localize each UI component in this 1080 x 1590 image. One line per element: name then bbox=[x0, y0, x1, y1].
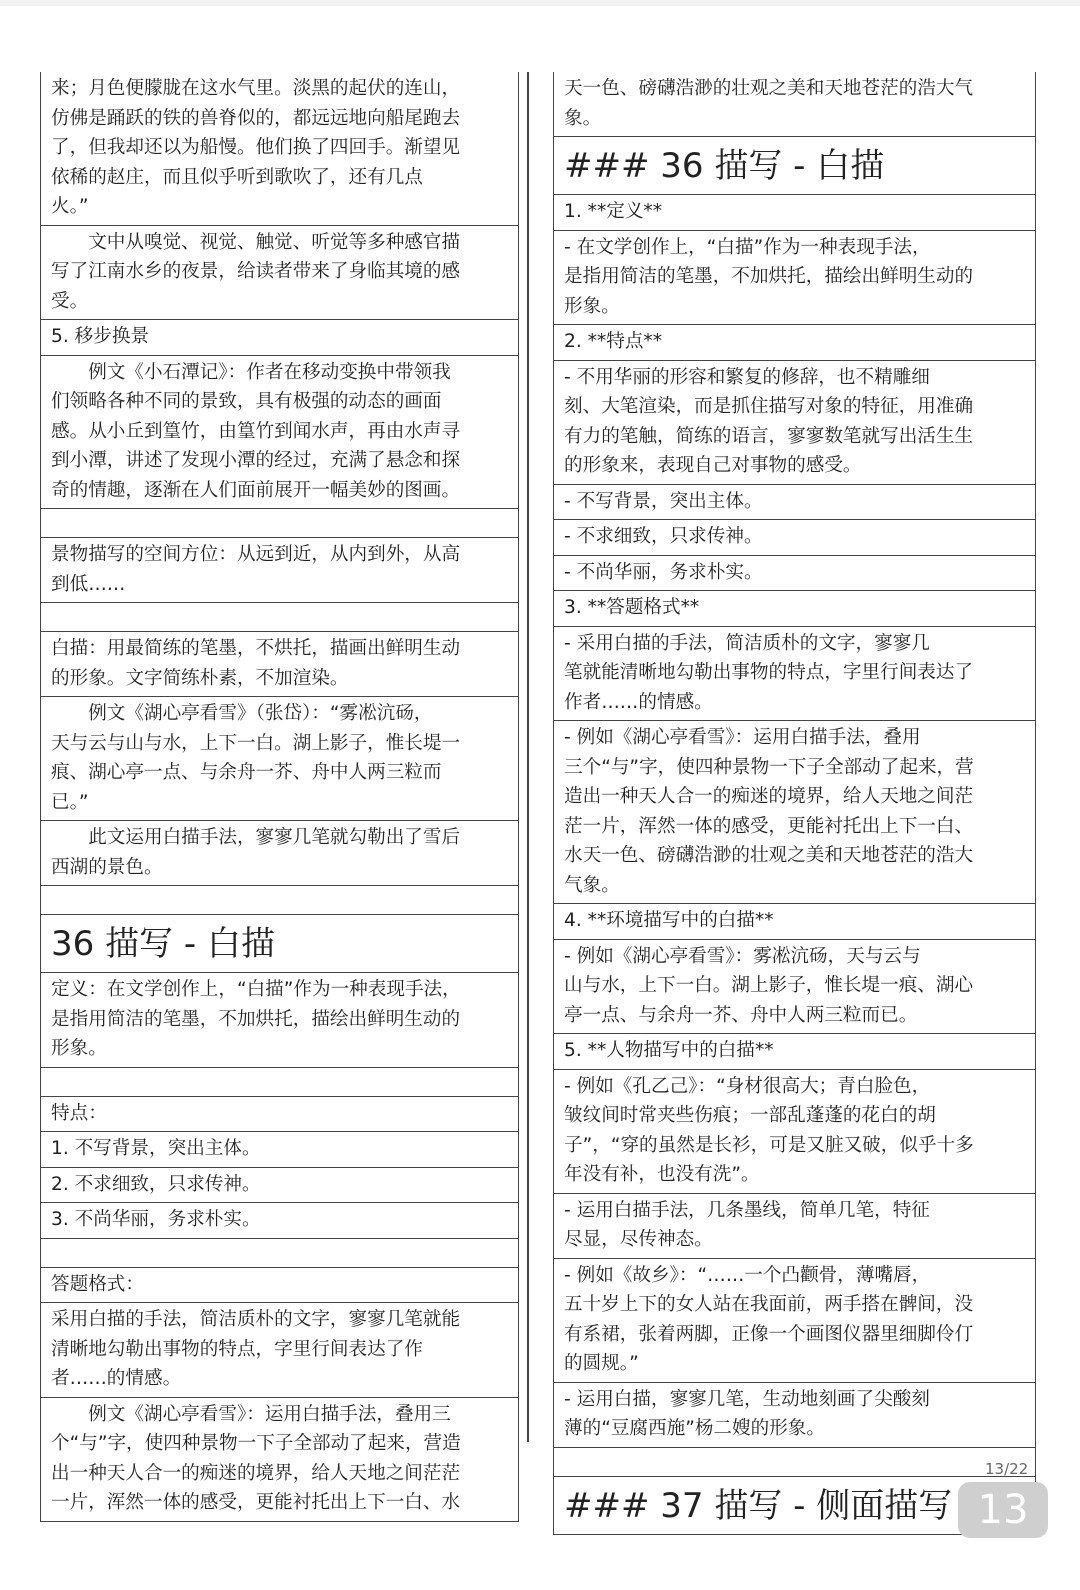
table-row: 1. 不写背景，突出主体。 bbox=[41, 1132, 518, 1168]
left-column bbox=[40, 72, 519, 1522]
table-row: 特点： bbox=[41, 1097, 518, 1133]
empty-table-row bbox=[41, 1239, 518, 1268]
table-row: - 运用白描手法，几条墨线，简单几笔，特征 尽显，尽传神态。 bbox=[554, 1194, 1035, 1259]
table-row: 天一色、磅礴浩渺的壮观之美和天地苍茫的浩大气 象。 bbox=[554, 72, 1035, 137]
table-row: - 例如《故乡》：“……一个凸颧骨，薄嘴唇， 五十岁上下的女人站在我面前，两手搭在髀间，没 有系裙，张着两脚，正像一个画图仪器里细脚伶仃 的圆规。” bbox=[554, 1259, 1035, 1383]
table-row: 例文《湖心亭看雪》（张岱）：“雾凇沆砀， 天与云与山与水，上下一白。湖上影子，惟长堤一 痕、湖心亭一点、与余舟一芥、舟中人两三粒而 已。” bbox=[41, 697, 518, 821]
page-number-badge[interactable]: 13 bbox=[958, 1482, 1048, 1538]
table-row: 1. **定义** bbox=[554, 195, 1035, 231]
right-column bbox=[553, 72, 1036, 1535]
column-divider bbox=[527, 72, 529, 1442]
top-edge bbox=[0, 0, 1080, 6]
table-row: 文中从嗅觉、视觉、触觉、听觉等多种感官描 写了江南水乡的夜景，给读者带来了身临其境的感 受。 bbox=[41, 226, 518, 321]
table-row: 2. 不求细致，只求传神。 bbox=[41, 1168, 518, 1204]
table-row: - 例如《湖心亭看雪》：雾凇沆砀，天与云与 山与水，上下一白。湖上影子，惟长堤一痕、湖心 亭一点、与余舟一芥、舟中人两三粒而已。 bbox=[554, 940, 1035, 1035]
table-row: - 不尚华丽，务求朴实。 bbox=[554, 556, 1035, 592]
table-row: - 采用白描的手法，简洁质朴的文字，寥寥几 笔就能清晰地勾勒出事物的特点，字里行间表达了 作者……的情感。 bbox=[554, 627, 1035, 722]
table-row: 景物描写的空间方位：从远到近，从内到外，从高 到低…… bbox=[41, 538, 518, 603]
section-heading: ### 36 描写 - 白描 bbox=[554, 137, 1035, 195]
table-row: 采用白描的手法，简洁质朴的文字，寥寥几笔就能 清晰地勾勒出事物的特点，字里行间表达了作 者……的情感。 bbox=[41, 1303, 518, 1398]
table-row: 定义：在文学创作上，“白描”作为一种表现手法， 是指用简洁的笔墨，不加烘托，描绘出鲜明生动的 形象。 bbox=[41, 973, 518, 1068]
empty-table-row bbox=[554, 1448, 1035, 1477]
table-row: - 例如《孔乙己》：“身材很高大；青白脸色， 皱纹间时常夹些伤痕；一部乱蓬蓬的花白的胡 子”，“穿的虽然是长衫，可是又脏又破，似乎十多 年没有补，也没有洗”。 bbox=[554, 1070, 1035, 1194]
table-row: 例文《小石潭记》：作者在移动变换中带领我 们领略各种不同的景致，具有极强的动态的画面 感。从小丘到篁竹，由篁竹到闻水声，再由水声寻 到小潭，讲述了发现小潭的经过，充满了悬念和探 奇的情趣，逐渐在人们面前展开一幅美妙的图画。 bbox=[41, 356, 518, 510]
empty-table-row bbox=[41, 886, 518, 915]
table-row: - 不求细致，只求传神。 bbox=[554, 520, 1035, 556]
table-row: 来；月色便朦胧在这水气里。淡黑的起伏的连山， 仿佛是踊跃的铁的兽脊似的，都远远地向船尾跑去 了，但我却还以为船慢。他们换了四回手。渐望见 依稀的赵庄，而且似乎听到歌吹了，还有几点 火。” bbox=[41, 72, 518, 226]
section-heading: 36 描写 - 白描 bbox=[41, 915, 518, 973]
table-row: 2. **特点** bbox=[554, 325, 1035, 361]
table-row: 答题格式： bbox=[41, 1268, 518, 1304]
section-heading: ### 37 描写 - 侧面描写 bbox=[554, 1477, 1035, 1535]
table-row: 白描：用最简练的笔墨，不烘托，描画出鲜明生动 的形象。文字简练朴素，不加渲染。 bbox=[41, 632, 518, 697]
table-row: 此文运用白描手法，寥寥几笔就勾勒出了雪后 西湖的景色。 bbox=[41, 821, 518, 886]
table-row: 5. **人物描写中的白描** bbox=[554, 1034, 1035, 1070]
table-row: 3. 不尚华丽，务求朴实。 bbox=[41, 1203, 518, 1239]
empty-table-row bbox=[41, 509, 518, 538]
empty-table-row bbox=[41, 603, 518, 632]
table-row: - 不写背景，突出主体。 bbox=[554, 485, 1035, 521]
table-row: 5. 移步换景 bbox=[41, 320, 518, 356]
page-count: 13/22 bbox=[985, 1460, 1029, 1478]
table-row: - 例如《湖心亭看雪》：运用白描手法，叠用 三个“与”字，使四种景物一下子全部动了起来，营 造出一种天人合一的痴迷的境界，给人天地之间茫 茫一片，浑然一体的感受，更能衬托出上下一白、 水天一色、磅礴浩渺的壮观之美和天地苍茫的浩大 气象。 bbox=[554, 721, 1035, 904]
table-row: 4. **环境描写中的白描** bbox=[554, 904, 1035, 940]
table-row: - 运用白描，寥寥几笔，生动地刻画了尖酸刻 薄的“豆腐西施”杨二嫂的形象。 bbox=[554, 1383, 1035, 1448]
table-row: 3. **答题格式** bbox=[554, 591, 1035, 627]
empty-table-row bbox=[41, 1068, 518, 1097]
table-row: - 不用华丽的形容和繁复的修辞，也不精雕细 刻、大笔渲染，而是抓住描写对象的特征，用准确 有力的笔触，简练的语言，寥寥数笔就写出活生生 的形象来，表现自己对事物的感受。 bbox=[554, 361, 1035, 485]
table-row: - 在文学创作上，“白描”作为一种表现手法， 是指用简洁的笔墨，不加烘托，描绘出鲜明生动的 形象。 bbox=[554, 231, 1035, 326]
table-row: 例文《湖心亭看雪》：运用白描手法，叠用三 个“与”字，使四种景物一下子全部动了起来，营造 出一种天人合一的痴迷的境界，给人天地之间茫茫 一片，浑然一体的感受，更能衬托出上下一白、水 bbox=[41, 1398, 518, 1522]
